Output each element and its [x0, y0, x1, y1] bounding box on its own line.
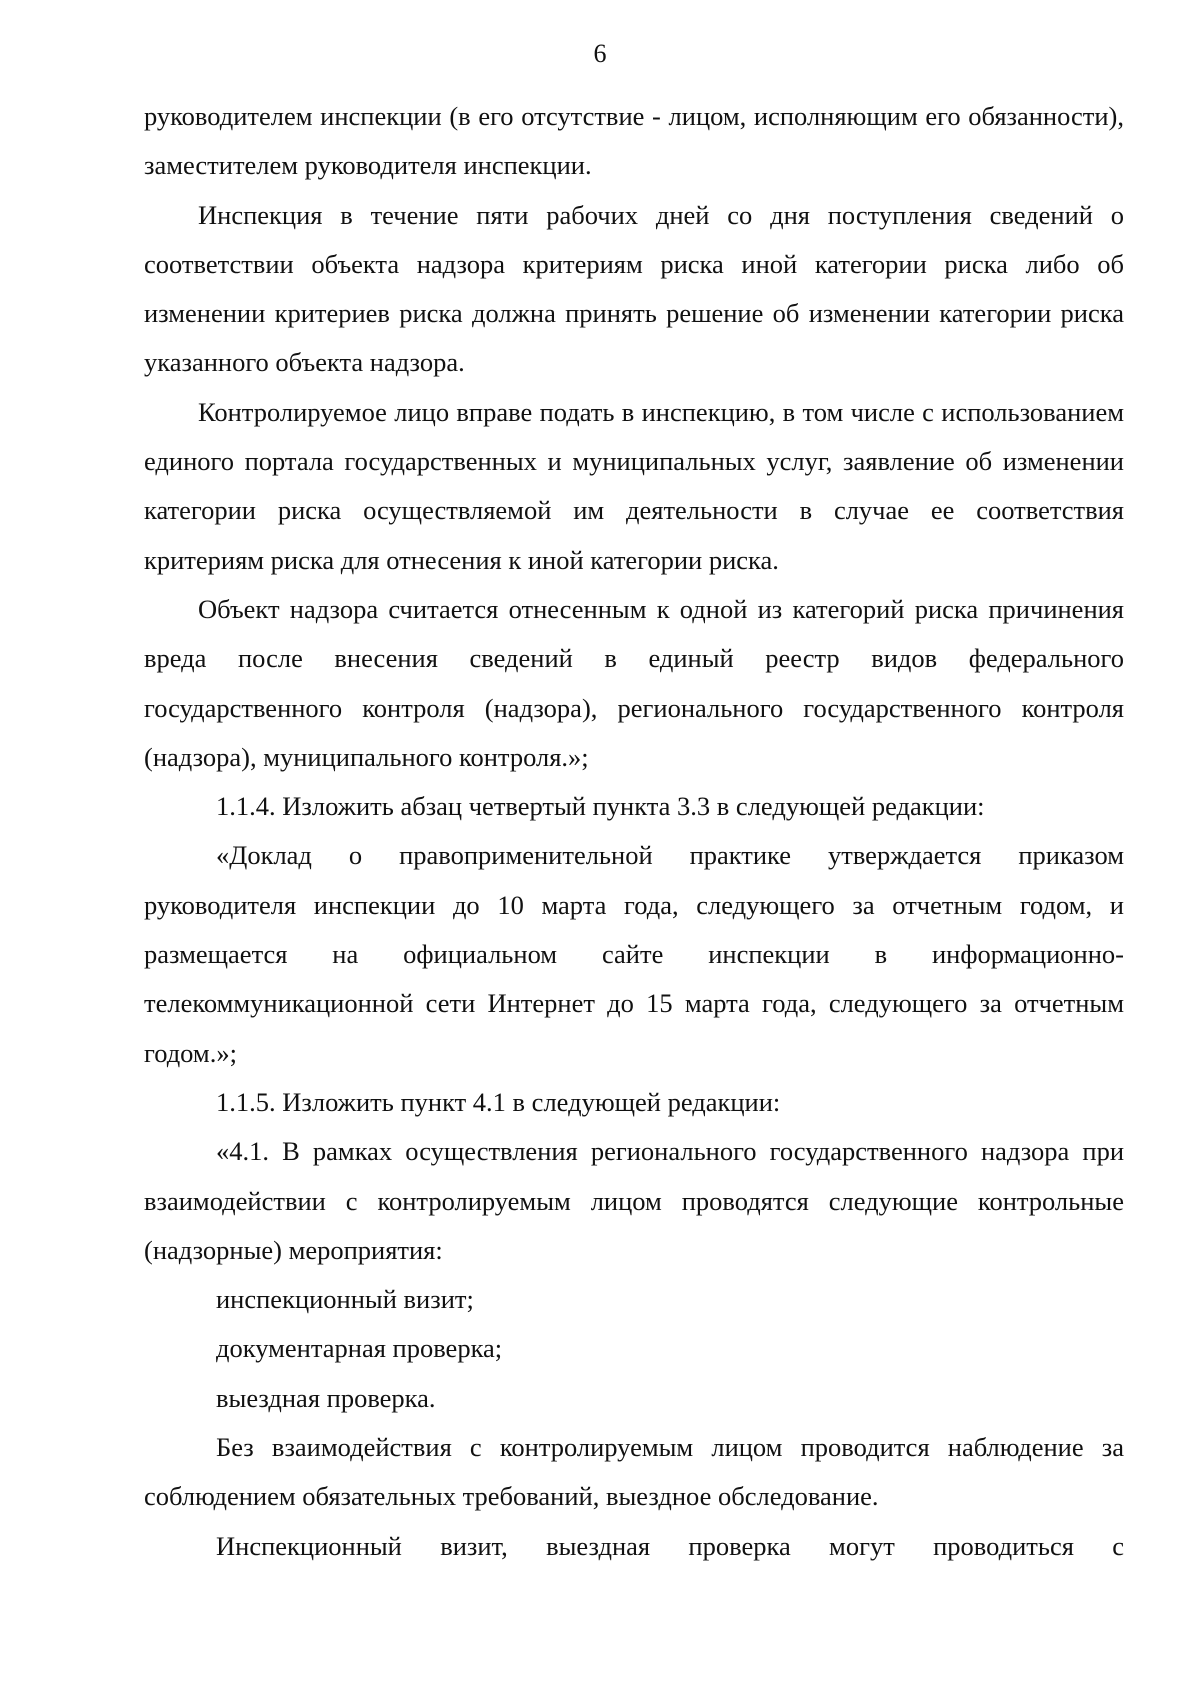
list-item: инспекционный визит; — [216, 1284, 474, 1315]
paragraph: «4.1. В рамках осуществления регионального государственного надзора при взаимодействии с контролируемым лицом проводятся следующие контрольные (надзорные) мероприятия: — [144, 1136, 1124, 1265]
amendment-heading: 1.1.5. Изложить пункт 4.1 в следующей редакции: — [216, 1086, 781, 1117]
paragraph: Инспекция в течение пяти рабочих дней со дня поступления сведений о соответствии объекта надзора критериям риска иной категории риска либо об изменении критериев риска должна принять решение об изменении категории риска указанного объекта надзора. — [144, 199, 1124, 378]
document-body — [144, 92, 1124, 1571]
paragraph: Без взаимодействия с контролируемым лицом проводится наблюдение за соблюдением обязательных требований, выездное обследование. — [144, 1432, 1124, 1512]
amendment-heading: 1.1.4. Изложить абзац четвертый пункта 3.3 в следующей редакции: — [216, 791, 985, 822]
paragraph: Объект надзора считается отнесенным к одной из категорий риска причинения вреда после внесения сведений в единый реестр видов федерального государственного контроля (надзора), регионального государственного контроля (надзора), муниципального контроля.»; — [144, 593, 1124, 772]
list-item: выездная проверка. — [216, 1382, 436, 1413]
page-number: 6 — [593, 39, 607, 68]
list-item: документарная проверка; — [216, 1333, 503, 1364]
paragraph: Инспекционный визит, выездная проверка могут проводиться с — [216, 1530, 1124, 1561]
paragraph: руководителем инспекции (в его отсутствие - лицом, исполняющим его обязанности), заместителем руководителя инспекции. — [144, 101, 1124, 181]
paragraph: «Доклад о правоприменительной практике утверждается приказом руководителя инспекции до 10 марта года, следующего за отчетным годом, и размещается на официальном сайте инспекции в информационно-телекоммуникационной сети Интернет до 15 марта года, следующего за отчетным годом.»; — [144, 840, 1124, 1068]
paragraph: Контролируемое лицо вправе подать в инспекцию, в том числе с использованием единого портала государственных и муниципальных услуг, заявление об изменении категории риска осуществляемой им деятельности в случае ее соответствия критериям риска для отнесения к иной категории риска. — [144, 396, 1124, 575]
